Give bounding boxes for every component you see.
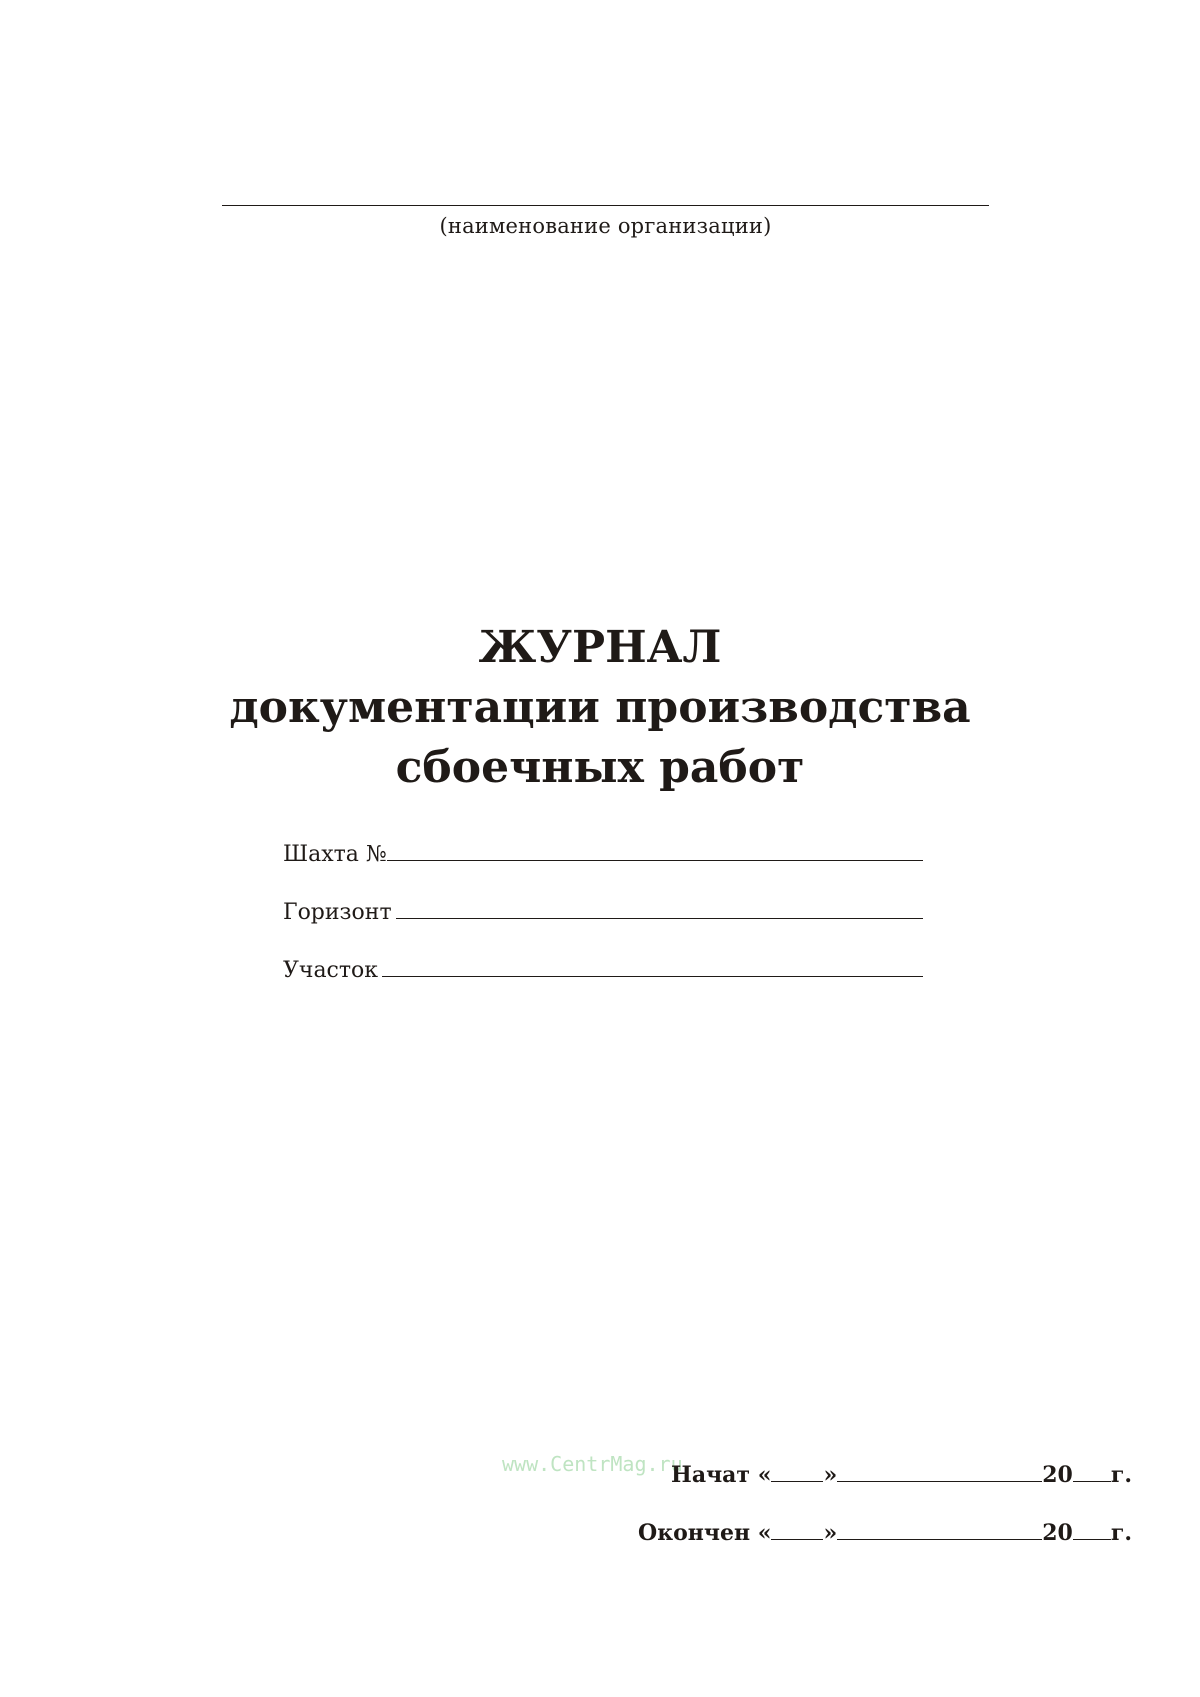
title-line-2: документации производства	[229, 682, 971, 733]
field-mine-input-line[interactable]	[387, 842, 923, 861]
field-section-label: Участок	[283, 958, 379, 983]
organization-caption: (наименование организации)	[439, 214, 772, 238]
date-finished-day-line[interactable]	[771, 1523, 823, 1540]
field-horizon-label: Горизонт	[283, 900, 392, 925]
field-horizon	[283, 900, 923, 958]
date-started-suffix: г.	[1110, 1462, 1132, 1488]
field-section-input-line[interactable]	[382, 958, 923, 977]
fields-block	[283, 842, 923, 1016]
date-started-year-line[interactable]	[1073, 1465, 1111, 1482]
date-started-day-line[interactable]	[771, 1465, 823, 1482]
date-started-month-line[interactable]	[837, 1465, 1042, 1482]
date-finished-open-quote: «	[757, 1520, 772, 1546]
dates-block	[612, 1462, 1132, 1578]
date-started-open-quote: «	[757, 1462, 772, 1488]
date-finished-close-quote: »	[823, 1520, 838, 1546]
watermark: www.CentrMag.ru	[502, 1452, 683, 1476]
organization-block	[222, 205, 989, 238]
date-finished-label: Окончен	[638, 1520, 751, 1546]
date-started-label: Начат	[671, 1462, 751, 1488]
date-started-row	[612, 1462, 1132, 1520]
field-mine-label: Шахта №	[283, 842, 387, 867]
date-finished-year-line[interactable]	[1073, 1523, 1111, 1540]
date-finished-century: 20	[1042, 1520, 1073, 1546]
date-finished-suffix: г.	[1110, 1520, 1132, 1546]
field-mine	[283, 842, 923, 900]
date-started-close-quote: »	[823, 1462, 838, 1488]
field-horizon-input-line[interactable]	[396, 900, 923, 919]
title-line-1: ЖУРНАЛ	[478, 622, 722, 673]
date-finished-row	[612, 1520, 1132, 1578]
title-line-3: сбоечных работ	[395, 742, 805, 793]
journal-title	[0, 618, 1200, 798]
field-section	[283, 958, 923, 1016]
date-started-century: 20	[1042, 1462, 1073, 1488]
organization-name-line[interactable]	[222, 205, 989, 206]
date-finished-month-line[interactable]	[837, 1523, 1042, 1540]
